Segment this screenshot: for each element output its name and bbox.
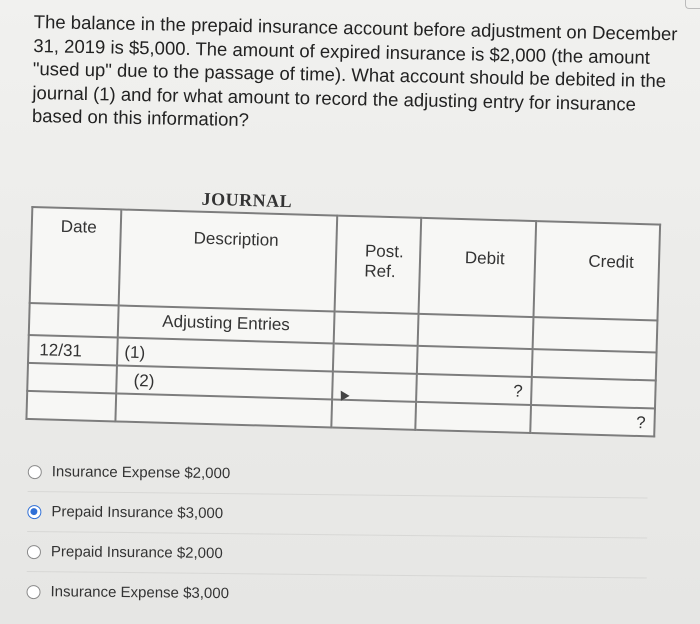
journal-header-row xyxy=(30,207,660,320)
description-cell xyxy=(115,393,331,427)
credit-cell xyxy=(532,349,656,380)
answer-option[interactable] xyxy=(26,572,646,617)
adjusting-entries-label: Adjusting Entries xyxy=(162,311,291,335)
header-date: Date xyxy=(30,207,122,305)
date-cell xyxy=(27,363,117,393)
date-cell xyxy=(26,391,116,421)
post-ref-cell xyxy=(333,311,418,345)
radio-button-icon[interactable] xyxy=(28,464,42,478)
radio-button-icon[interactable] xyxy=(27,544,41,558)
answer-option[interactable] xyxy=(27,532,647,578)
post-ref-cell xyxy=(333,343,418,373)
debit-cell xyxy=(416,374,532,405)
entry-marker-2: (2) xyxy=(133,370,155,391)
journal-table xyxy=(25,206,661,438)
corner-fragment xyxy=(685,0,700,9)
answer-option-label: Insurance Expense $3,000 xyxy=(50,583,230,603)
radio-button-selected-icon[interactable] xyxy=(27,504,41,518)
post-ref-cell xyxy=(331,399,416,429)
header-post-ref: Post. Ref. xyxy=(334,216,421,314)
journal-title: JOURNAL xyxy=(201,188,293,212)
entry-date: 12/31 xyxy=(39,340,83,361)
credit-cell xyxy=(531,377,655,408)
debit-cell xyxy=(417,346,533,377)
debit-cell xyxy=(417,314,533,349)
answer-option[interactable] xyxy=(27,492,647,538)
date-cell xyxy=(28,335,118,365)
answer-option-label: Prepaid Insurance $2,000 xyxy=(50,543,223,563)
debit-unknown: ? xyxy=(513,381,524,401)
radio-button-icon[interactable] xyxy=(26,584,40,598)
header-debit: Debit xyxy=(418,218,536,317)
debit-cell xyxy=(415,402,531,433)
answer-option[interactable] xyxy=(28,452,648,498)
question-text: The balance in the prepaid insurance account before adjustment on December 31, 2019 is $5,000. The amount of expired insurance is $2,000 (the amount "used up" due to the passage of time). What account should be debited in the journal (1) and for what amount to record the adjusting entry for insurance based on this information? xyxy=(31,10,678,131)
header-credit: Credit xyxy=(534,221,660,320)
date-cell xyxy=(29,303,119,337)
credit-cell xyxy=(533,317,657,352)
credit-cell xyxy=(531,405,655,436)
answer-option-label: Prepaid Insurance $3,000 xyxy=(51,503,224,523)
header-description: Description xyxy=(119,210,337,312)
answer-options xyxy=(26,452,648,617)
credit-unknown: ? xyxy=(635,412,646,433)
answer-option-label: Insurance Expense $2,000 xyxy=(51,463,231,483)
entry-marker-1: (1) xyxy=(124,342,146,363)
